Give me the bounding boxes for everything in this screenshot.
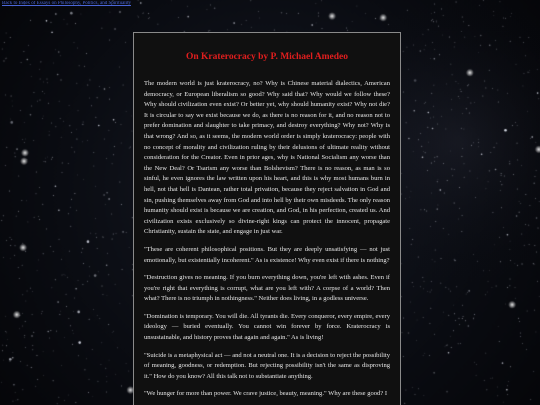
article-container bbox=[133, 32, 401, 405]
article-paragraph: "Domination is temporary. You will die. All tyrants die. Every conqueror, every empire, every ideology — buried eventually. You cannot win forever by force. Kraterocracy is unsustainable, and history proves that again and again." As is living! bbox=[144, 312, 390, 342]
article-title: On Kraterocracy by P. Michael Amedeo bbox=[186, 52, 348, 62]
article-paragraph: "Destruction gives no meaning. If you burn everything down, you're left with ashes. Even if you're right that everything is corrupt, what are you left with? A corpse of a world? Then what? There is no triumph in nothingness." Neither does living, in a godless universe. bbox=[144, 274, 390, 303]
back-to-index-link[interactable]: Back to Index of Essays on Philosophy, Politics, and Spirituality bbox=[2, 1, 131, 6]
article-paragraph: "These are coherent philosophical positions. But they are deeply unsatisfying — not just emotionally, but existentially incoherent." As is existence! Why even exist if there is nothing? bbox=[144, 245, 390, 264]
article-paragraph: "We hunger for more than power. We crave justice, beauty, meaning." Why are these good? I bbox=[144, 390, 388, 398]
article-paragraph: "Suicide is a metaphysical act — and not a neutral one. It is a decision to reject the possibility of meaning, goodness, or redemption. But rejecting possibility isn't the same as disproving it." How do you know? All this talk not to substantiate anything. bbox=[144, 351, 390, 380]
article-paragraph: The modern world is just kraterocracy, no? Why is Chinese material dialectics, American democracy, or European liberalism so good? Why said that? Why would we follow these? Why should civilization even exist? Or better yet, why should humanity exist? Why not die? It is circular to say we exist because we do, as there is no reason for it, and no reason not to prefer domination and slaughter to take primacy, and destroy everything? Why not? Why is that wrong? And so, as it seems, the modern world order is simply kraterocracy: people with no concept of morality and civilization ruling by their delusions of ultimate reality without consideration for the Creator. Even in prior ages, why is National Socialism any worse than the New Deal? Or Tsarism any worse than Bolshevism? There is no reason, as man is so sinful, he even ignores the law written upon his heart, and this is why most humans burn in hell, not that hell is Dantean, rather total privation, because they reject salvation in God and sin, pushing themselves away from God and into hell by their own misdeeds. The only reason humanity should exist is because we are creation, and God, in his perfection, created us. And civilization exists exclusively so divine-right kings can protect the innocent, propagate Christianity, sustain the state, and engage in just war. bbox=[144, 80, 390, 236]
